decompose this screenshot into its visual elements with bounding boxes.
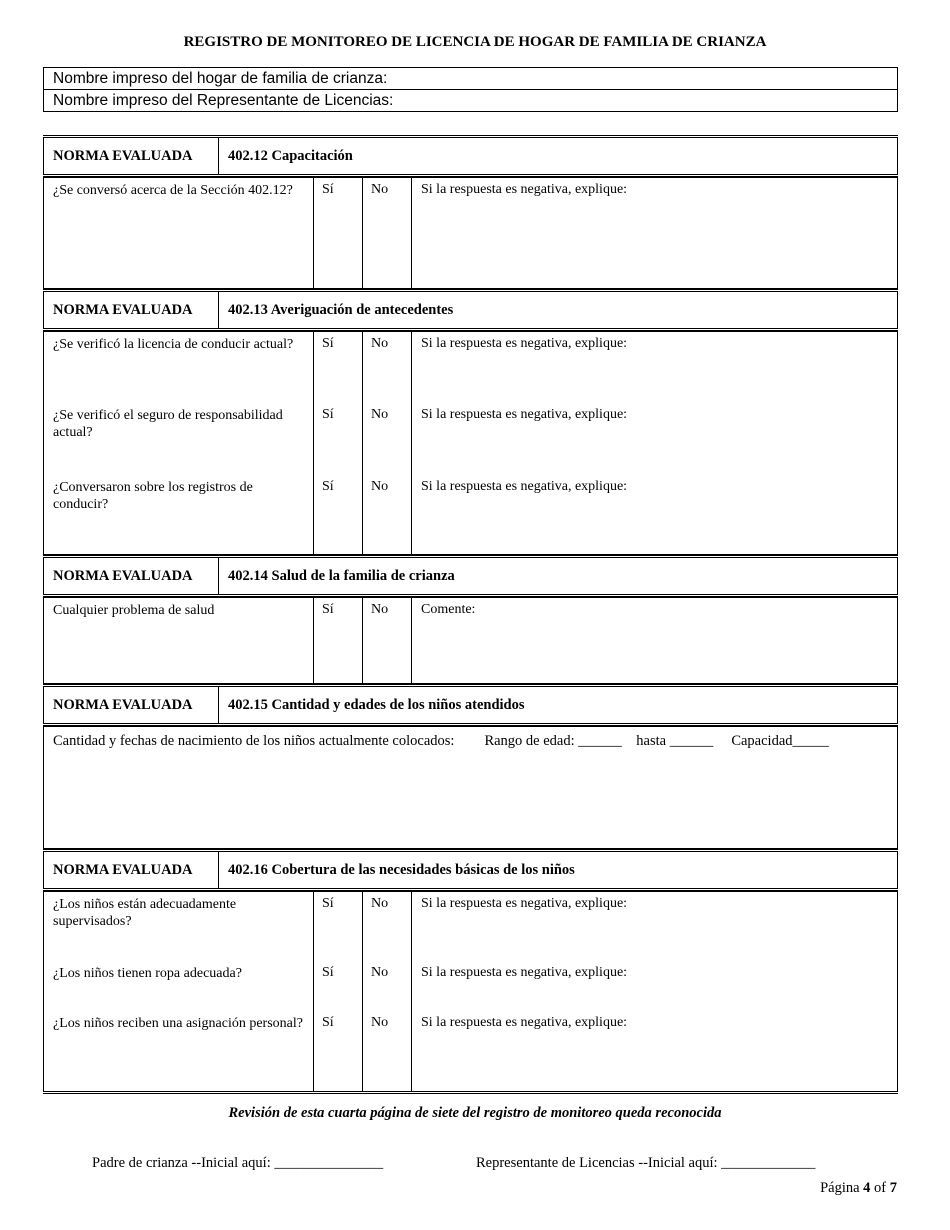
- children-capacity-field[interactable]: [44, 727, 898, 849]
- no-option[interactable]: No: [363, 332, 412, 403]
- norma-standard: 402.16 Cobertura de las necesidades básicas de los niños: [219, 851, 898, 890]
- norma-standard: 402.13 Averiguación de antecedentes: [219, 291, 898, 330]
- monitoring-form: [43, 135, 898, 1094]
- foster-home-name-field[interactable]: Nombre impreso del hogar de familia de crianza:: [53, 70, 388, 87]
- question-text: ¿Los niños están adecuadamente supervisados?: [44, 892, 314, 961]
- norma-header-402-12: [43, 135, 898, 177]
- norma-label: NORMA EVALUADA: [44, 851, 219, 890]
- page-of: of: [870, 1180, 890, 1196]
- question-text: ¿Se conversó acerca de la Sección 402.12?: [44, 178, 314, 289]
- questions-402-13: [43, 331, 898, 555]
- question-text: Cualquier problema de salud: [44, 598, 314, 684]
- yes-option[interactable]: Sí: [314, 892, 363, 961]
- explain-field[interactable]: Si la respuesta es negativa, explique:: [412, 178, 898, 289]
- norma-standard: 402.15 Cantidad y edades de los niños atendidos: [219, 686, 898, 725]
- page-prefix: Página: [820, 1180, 864, 1196]
- norma-standard: 402.12 Capacitación: [219, 137, 898, 176]
- norma-header-402-16: [43, 849, 898, 891]
- explain-field[interactable]: Si la respuesta es negativa, explique:: [412, 961, 898, 1011]
- norma-label: NORMA EVALUADA: [44, 557, 219, 596]
- question-text: ¿Se verificó la licencia de conducir actual?: [44, 332, 314, 403]
- norma-label: NORMA EVALUADA: [44, 291, 219, 330]
- question-text: ¿Se verificó el seguro de responsabilidad actual?: [44, 403, 314, 475]
- age-range-field[interactable]: Rango de edad: ______: [484, 733, 622, 749]
- norma-header-402-15: [43, 684, 898, 726]
- questions-402-12: [43, 177, 898, 289]
- yes-option[interactable]: Sí: [314, 332, 363, 403]
- capacity-field[interactable]: Capacidad_____: [731, 733, 829, 749]
- questions-402-16: [43, 891, 898, 1094]
- licensing-rep-name-field[interactable]: Nombre impreso del Representante de Licencias:: [44, 89, 897, 111]
- norma-label: NORMA EVALUADA: [44, 137, 219, 176]
- question-text: ¿Los niños tienen ropa adecuada?: [44, 961, 314, 1011]
- norma-header-402-14: [43, 555, 898, 597]
- no-option[interactable]: No: [363, 598, 412, 684]
- yes-option[interactable]: Sí: [314, 598, 363, 684]
- children-count-label: Cantidad y fechas de nacimiento de los niños actualmente colocados:: [53, 733, 455, 749]
- no-option[interactable]: No: [363, 178, 412, 289]
- question-text: ¿Conversaron sobre los registros de conducir?: [44, 475, 314, 555]
- no-option[interactable]: No: [363, 892, 412, 961]
- explain-field[interactable]: Si la respuesta es negativa, explique:: [412, 892, 898, 961]
- acknowledgement-text: Revisión de esta cuarta página de siete del registro de monitoreo queda reconocida: [228, 1105, 722, 1121]
- age-range-to-field[interactable]: hasta ______: [636, 733, 714, 749]
- no-option[interactable]: No: [363, 475, 412, 555]
- explain-field[interactable]: Si la respuesta es negativa, explique:: [412, 403, 898, 475]
- page-total: 7: [889, 1180, 897, 1196]
- yes-option[interactable]: Sí: [314, 403, 363, 475]
- norma-header-402-13: [43, 289, 898, 331]
- comment-field[interactable]: Comente:: [412, 598, 898, 684]
- explain-field[interactable]: Si la respuesta es negativa, explique:: [412, 332, 898, 403]
- question-text: ¿Los niños reciben una asignación personal?: [44, 1011, 314, 1093]
- explain-field[interactable]: Si la respuesta es negativa, explique:: [412, 1011, 898, 1093]
- header-fields: [43, 67, 898, 112]
- yes-option[interactable]: Sí: [314, 961, 363, 1011]
- norma-standard: 402.14 Salud de la familia de crianza: [219, 557, 898, 596]
- no-option[interactable]: No: [363, 961, 412, 1011]
- yes-option[interactable]: Sí: [314, 1011, 363, 1093]
- licensing-rep-initial-field[interactable]: Representante de Licencias --Inicial aquí: _____________: [476, 1155, 816, 1171]
- yes-option[interactable]: Sí: [314, 178, 363, 289]
- no-option[interactable]: No: [363, 403, 412, 475]
- questions-402-14: [43, 597, 898, 684]
- yes-option[interactable]: Sí: [314, 475, 363, 555]
- explain-field[interactable]: Si la respuesta es negativa, explique:: [412, 475, 898, 555]
- page-current: 4: [863, 1180, 871, 1196]
- no-option[interactable]: No: [363, 1011, 412, 1093]
- foster-parent-initial-field[interactable]: Padre de crianza --Inicial aquí: _______________: [92, 1155, 384, 1171]
- page-number: [820, 1180, 897, 1197]
- norma-label: NORMA EVALUADA: [44, 686, 219, 725]
- form-title: REGISTRO DE MONITOREO DE LICENCIA DE HOGAR DE FAMILIA DE CRIANZA: [183, 34, 767, 50]
- children-capacity-block: [43, 726, 898, 849]
